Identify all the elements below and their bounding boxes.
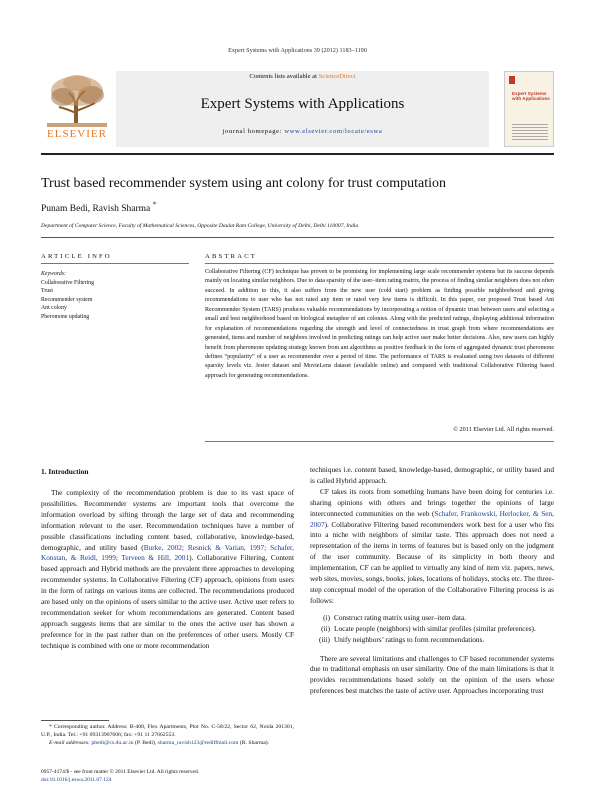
journal-name: Expert Systems with Applications (200, 96, 405, 112)
keyword: Collaborative Filtering (41, 279, 94, 286)
list-number: (iii) (319, 634, 330, 644)
author-names: Punam Bedi, Ravish Sharma (41, 204, 151, 215)
affiliation: Department of Computer Science, Faculty of Mathematical Sciences, Opposite Daulat Ram College, University of Delhi, Delhi 110007, India (41, 223, 359, 229)
front-matter-info (41, 769, 199, 784)
list-item (310, 613, 554, 624)
footnote-text: Corresponding author. Address: B-408, Flex Apartments, Plot No. C-58/22, Sector 62, Noida 201301, U.P., India. Tel.: +91 09313907606; fax: +91 11 27662553. (41, 724, 294, 739)
doi-link[interactable]: doi:10.1016/j.eswa.2011.07.124 (41, 776, 112, 783)
journal-cover-thumbnail (504, 71, 554, 147)
body-column-left (41, 488, 294, 652)
journal-reference: Expert Systems with Applications 39 (2012) 1183–1190 (228, 47, 367, 54)
contents-line (116, 73, 489, 80)
contents-prefix: Contents lists available at (249, 73, 319, 80)
issn-line: 0957-4174/$ - see front matter © 2011 Elsevier Ltd. All rights reserved. (41, 769, 200, 775)
footnote-emails (41, 739, 294, 747)
article-info-heading: ARTICLE INFO (41, 253, 112, 260)
footnote (41, 723, 294, 748)
keywords-label: Keywords: (41, 271, 66, 277)
cover-text-lines (512, 124, 548, 142)
body-column-right (310, 465, 554, 697)
footnote-mark: * (49, 724, 52, 730)
sciencedirect-link[interactable]: ScienceDirect (318, 73, 356, 80)
text-run: The complexity of the recommendation problem is due to its vast space of possibilities. Recommender systems are important tools that overcome the information overload by sifting through the large set of data and recommending information relevant to the user. Recommendation techniques have a number of possible classifications including content based, collaborative, knowledge-based, demographic, and utility based ( (41, 488, 294, 552)
affiliation-rule (41, 237, 554, 238)
abstract-rule (205, 263, 554, 264)
homepage-link[interactable]: www.elsevier.com/locate/eswa (284, 128, 383, 135)
journal-homepage (116, 128, 489, 135)
cover-title: Expert Systems with Applications (512, 91, 550, 102)
abstract-bottom-rule (205, 441, 554, 442)
cover-emblem (509, 76, 515, 84)
intro-paragraph-3: There are several limitations and challenges to CF based recommender systems due to traditional emphasis on user similarity. One of the main limitations is that it provides recommendations based solely on the opinion of the users whose preferences best matches the taste of active user. Approaches incorporating trust (310, 653, 554, 696)
list-item (310, 624, 554, 635)
list-item (310, 635, 554, 646)
article-title: Trust based recommender system using ant colony for trust computation (41, 176, 447, 191)
footnote-rule (41, 720, 109, 721)
text-run: CF takes its roots from something humans have been doing for centuries i.e. sharing opinions with others and brings together the opinions of large interconnected communities on the web ( (310, 486, 554, 518)
citation-link[interactable]: Burke, 2002; Resnick & Varian, 1997; Schafer, Konstan, & Reidl, 1999; Terveen & Hill, 2001 (41, 542, 294, 563)
intro-paragraph-continued: techniques i.e. content based, knowledge-based, demographic, or utility based and is called Hybrid approach. (310, 465, 554, 485)
homepage-prefix: journal homepage: (222, 128, 285, 135)
cf-steps-list (310, 613, 554, 646)
text-run: ). Collaborative Filtering based recommenders work best for a user who fits into a niche with neighbors of similar taste. This approach does not need a representation of the items in terms of features but is based only on the judgment of the user community. Because of its simplicity in both theory and implementation, CF can be applied to virtually any kind of item viz. papers, news, web sites, movies, songs, books, jokes, locations of holidays, stocks etc. The three-step conceptual model of the operation of the Collaborative Filtering process is as follows: (310, 519, 554, 605)
text-run: ). Collaborative Filtering, Content based approach and Hybrid methods are the prevalent three approaches to developing recommender systems. In Collaborative Filtering (CF) approach, opinions from users in the form of ratings on various items are collected. The recommendations produced are based only on the opinions of users similar to the active user. Active user refers to recommendation seeker for whom recommendations are generated. Content based approach suggests items that are similar to the ones the active user has shown a preference for in the past rather than on the preferences of other users. Mostly CF technique is combined with one or more recommendation (41, 553, 294, 650)
list-number: (i) (323, 612, 330, 622)
abstract-heading: ABSTRACT (205, 253, 258, 260)
footnote-corresponding (41, 723, 294, 739)
email-owner: (P. Bedi), (133, 740, 158, 747)
email-link[interactable]: pbedi@cs.du.ac.in (91, 740, 134, 747)
email-link[interactable]: sharma_ravish123@rediffmail.com (157, 740, 239, 747)
citation-link[interactable]: Schafer, Frankowski, Herlocker, & Sen, 2007 (310, 508, 554, 529)
list-text: Construct rating matrix using user–item data. (334, 612, 467, 622)
article-info-rule (41, 263, 189, 264)
abstract-copyright: © 2011 Elsevier Ltd. All rights reserved. (453, 426, 554, 433)
list-text: Unify neighbors’ ratings to form recommendations. (334, 634, 485, 644)
corresponding-author-mark[interactable]: * (152, 200, 157, 209)
article-authors (41, 200, 157, 214)
elsevier-logo (41, 73, 113, 131)
keyword: Ant colony (41, 305, 67, 312)
intro-paragraph-2 (310, 487, 554, 607)
email-label: E-mail addresses: (49, 740, 91, 747)
header-rule (41, 153, 554, 155)
abstract-text: Collaborative Filtering (CF) technique has proven to be promising for implementing large scale recommender systems but its success depends mainly on locating similar neighbors. Due to data sparsity of the user–item rating matrix, the process of finding similar neighbors does not often succeed. In addition to this, it also suffers from the new user (cold start) problem as finding possible neighborhood and giving recommendations to user who has not rated any item or rated very few items is difficult. In this paper, our proposed Trust based Ant Recommender System (TARS) produces valuable recommendations by incorporating a notion of dynamic trust between users and selecting a small and best neighborhood based on biological metaphor of ant colonies. Along with the predicted ratings, displaying additional information for explanation of recommendations regarding the strength and level of connectedness in trust graph from where recommendations are generated, items and number of neighbors involved in predicting ratings can help active user make better decisions. Also, new users can highly benefit from pheromone updating strategy known from ant algorithms as positive feedback in the form of aggregated dynamic trust pheromone defines “popularity” of a user as recommender over a period of time. The performance of TARS is evaluated using two datasets of different sparsity levels viz. Jester dataset and MovieLens dataset (available online) and compared with traditional Collaborative Filtering based approach for generating recommendations. (205, 269, 554, 379)
intro-paragraph-1 (41, 488, 294, 652)
elsevier-wordmark: ELSEVIER (47, 128, 107, 140)
keyword: Trust (41, 288, 54, 295)
email-owner: (R. Sharma). (239, 740, 270, 747)
section-heading-introduction: 1. Introduction (41, 467, 89, 476)
list-number: (ii) (321, 623, 330, 633)
keywords-block (41, 270, 94, 322)
keyword: Recommender system (41, 296, 93, 303)
elsevier-tree-icon (41, 73, 113, 129)
list-text: Locate people (neighbors) with similar profiles (similar preferences). (334, 623, 536, 633)
keyword: Pheromone updating (41, 313, 90, 320)
